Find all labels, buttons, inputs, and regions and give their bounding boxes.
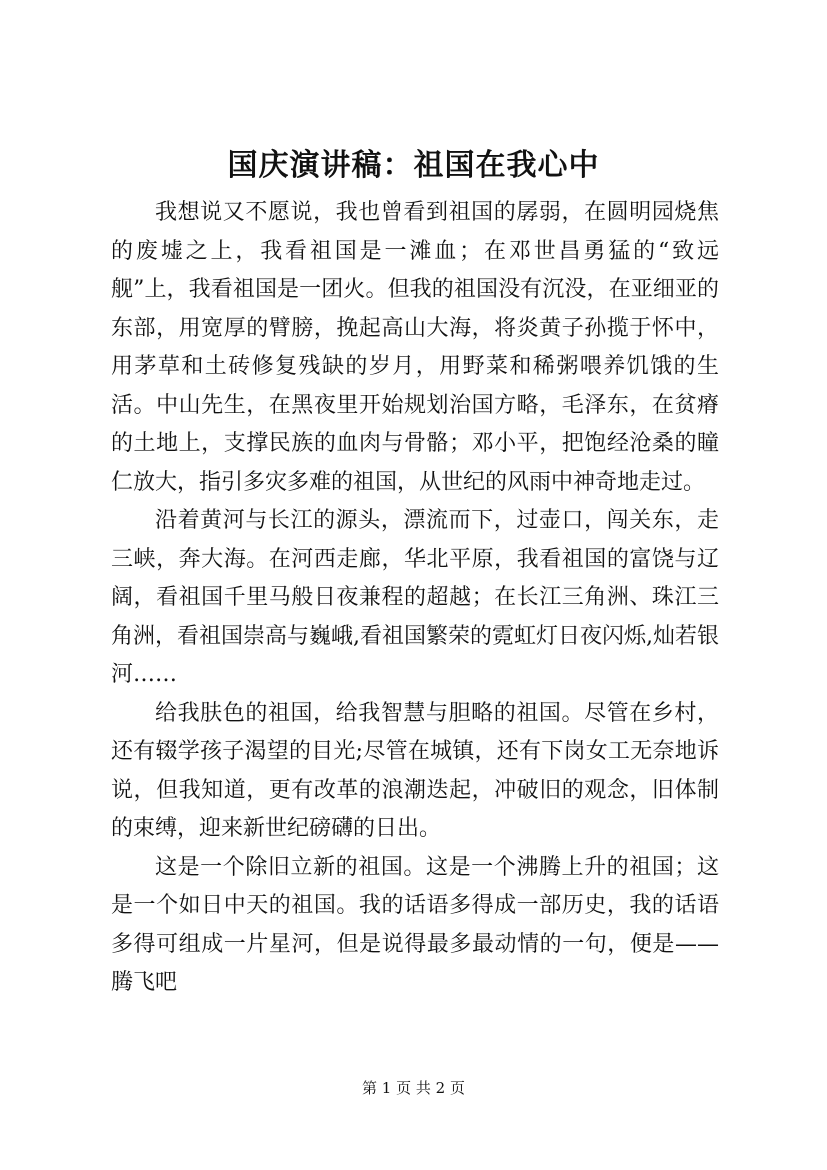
document-title: 国庆演讲稿：祖国在我心中 [227, 148, 600, 183]
page-number-footer: 第 1 页 共 2 页 [362, 1079, 465, 1097]
paragraph-3: 给我肤色的祖国，给我智慧与胆略的祖国。尽管在乡村，还有辍学孩子渴望的目光;尽管在城镇，还有下岗女工无奈地诉说，但我知道，更有改革的浪潮迭起，冲破旧的观念，旧体制的束缚，迎来新世纪磅礴的日出。 [111, 700, 719, 841]
document-body [111, 194, 719, 1003]
paragraph-2: 沿着黄河与长江的源头，漂流而下，过壶口，闯关东，走三峡，奔大海。在河西走廊，华北平原，我看祖国的富饶与辽阔，看祖国千里马般日夜兼程的超越；在长江三角洲、珠江三角洲，看祖国崇高与巍峨,看祖国繁荣的霓虹灯日夜闪烁,灿若银河…… [111, 508, 719, 687]
paragraph-1: 我想说又不愿说，我也曾看到祖国的孱弱，在圆明园烧焦的废墟之上，我看祖国是一滩血；在邓世昌勇猛的“致远舰”上，我看祖国是一团火。但我的祖国没有沉没，在亚细亚的东部，用宽厚的臂膀，挽起高山大海，将炎黄子孙揽于怀中，用茅草和土砖修复残缺的岁月，用野菜和稀粥喂养饥饿的生活。中山先生，在黑夜里开始规划治国方略，毛泽东，在贫瘠的土地上，支撑民族的血肉与骨骼；邓小平，把饱经沧桑的瞳仁放大，指引多灾多难的祖国，从世纪的风雨中神奇地走过。 [111, 200, 719, 495]
paragraph-4: 这是一个除旧立新的祖国。这是一个沸腾上升的祖国；这是一个如日中天的祖国。我的话语多得成一部历史，我的话语多得可组成一片星河，但是说得最多最动情的一句，便是——腾飞吧 [111, 854, 719, 995]
